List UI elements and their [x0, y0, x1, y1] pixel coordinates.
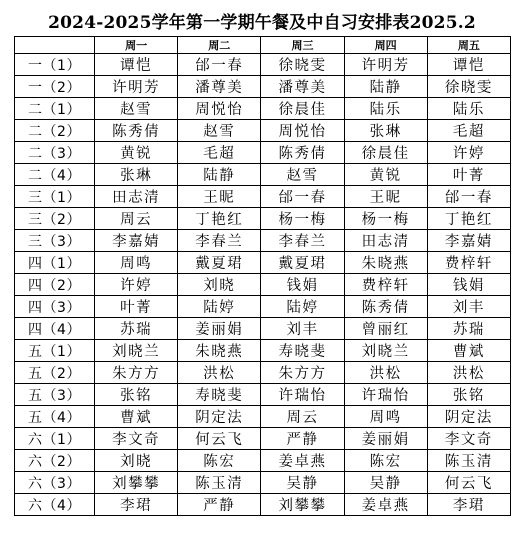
table-row [15, 120, 511, 142]
class-cell: 五（3） [15, 384, 95, 406]
class-cell: 四（1） [15, 252, 95, 274]
class-cell: 四（3） [15, 296, 95, 318]
class-cell: 一（1） [15, 54, 95, 76]
header-monday: 周一 [95, 37, 178, 54]
table-row [15, 472, 511, 494]
class-cell: 五（2） [15, 362, 95, 384]
teacher-cell-wednesday: 姜卓燕 [261, 450, 344, 472]
teacher-cell-wednesday: 刘丰 [261, 318, 344, 340]
teacher-cell-tuesday: 刘晓 [178, 274, 261, 296]
table-row [15, 494, 511, 516]
teacher-cell-friday: 李嘉婧 [427, 230, 510, 252]
schedule-document [14, 10, 510, 516]
teacher-cell-monday: 周鸣 [95, 252, 178, 274]
teacher-cell-wednesday: 戴夏珺 [261, 252, 344, 274]
teacher-cell-friday: 许婷 [427, 142, 510, 164]
class-cell: 二（3） [15, 142, 95, 164]
teacher-cell-tuesday: 赵雪 [178, 120, 261, 142]
teacher-cell-monday: 黄锐 [95, 142, 178, 164]
teacher-cell-wednesday: 徐晓雯 [261, 54, 344, 76]
teacher-cell-monday: 刘攀攀 [95, 472, 178, 494]
teacher-cell-wednesday: 周云 [261, 406, 344, 428]
teacher-cell-tuesday: 周悦怡 [178, 98, 261, 120]
teacher-cell-friday: 陆乐 [427, 98, 510, 120]
header-row [15, 37, 511, 54]
teacher-cell-thursday: 费梓轩 [344, 274, 427, 296]
teacher-cell-monday: 周云 [95, 208, 178, 230]
teacher-cell-friday: 叶菁 [427, 164, 510, 186]
teacher-cell-friday: 阴定法 [427, 406, 510, 428]
table-row [15, 340, 511, 362]
teacher-cell-tuesday: 陆婷 [178, 296, 261, 318]
table-row [15, 362, 511, 384]
class-cell: 六（3） [15, 472, 95, 494]
table-row [15, 98, 511, 120]
teacher-cell-wednesday: 杨一梅 [261, 208, 344, 230]
table-row [15, 428, 511, 450]
teacher-cell-friday: 何云飞 [427, 472, 510, 494]
teacher-cell-friday: 徐晓雯 [427, 76, 510, 98]
teacher-cell-wednesday: 赵雪 [261, 164, 344, 186]
teacher-cell-monday: 谭恺 [95, 54, 178, 76]
teacher-cell-thursday: 徐晨佳 [344, 142, 427, 164]
table-row [15, 384, 511, 406]
teacher-cell-thursday: 陈秀倩 [344, 296, 427, 318]
class-cell: 二（1） [15, 98, 95, 120]
teacher-cell-thursday: 姜卓燕 [344, 494, 427, 516]
table-row [15, 208, 511, 230]
class-cell: 一（2） [15, 76, 95, 98]
teacher-cell-monday: 刘晓 [95, 450, 178, 472]
teacher-cell-wednesday: 陆婷 [261, 296, 344, 318]
table-row [15, 164, 511, 186]
teacher-cell-monday: 李文奇 [95, 428, 178, 450]
header-wednesday: 周三 [261, 37, 344, 54]
teacher-cell-tuesday: 戴夏珺 [178, 252, 261, 274]
teacher-cell-thursday: 陆静 [344, 76, 427, 98]
header-tuesday: 周二 [178, 37, 261, 54]
class-cell: 三（1） [15, 186, 95, 208]
teacher-cell-tuesday: 邰一春 [178, 54, 261, 76]
header-class [15, 37, 95, 54]
teacher-cell-wednesday: 严静 [261, 428, 344, 450]
teacher-cell-monday: 陈秀倩 [95, 120, 178, 142]
teacher-cell-wednesday: 寿晓斐 [261, 340, 344, 362]
class-cell: 五（1） [15, 340, 95, 362]
teacher-cell-wednesday: 钱娟 [261, 274, 344, 296]
table-row [15, 296, 511, 318]
teacher-cell-wednesday: 潘尊美 [261, 76, 344, 98]
table-row [15, 142, 511, 164]
teacher-cell-thursday: 许瑞怡 [344, 384, 427, 406]
table-row [15, 450, 511, 472]
page-title: 2024-2025学年第一学期午餐及中自习安排表2025.2 [48, 13, 476, 33]
teacher-cell-friday: 钱娟 [427, 274, 510, 296]
teacher-cell-tuesday: 严静 [178, 494, 261, 516]
class-cell: 五（4） [15, 406, 95, 428]
teacher-cell-friday: 张铭 [427, 384, 510, 406]
teacher-cell-monday: 李嘉婧 [95, 230, 178, 252]
teacher-cell-monday: 曹斌 [95, 406, 178, 428]
teacher-cell-monday: 张铭 [95, 384, 178, 406]
table-row [15, 406, 511, 428]
header-friday: 周五 [427, 37, 510, 54]
teacher-cell-friday: 曹斌 [427, 340, 510, 362]
class-cell: 二（4） [15, 164, 95, 186]
teacher-cell-thursday: 吴静 [344, 472, 427, 494]
teacher-cell-friday: 丁艳红 [427, 208, 510, 230]
teacher-cell-thursday: 田志清 [344, 230, 427, 252]
table-row [15, 252, 511, 274]
class-cell: 四（2） [15, 274, 95, 296]
teacher-cell-thursday: 周鸣 [344, 406, 427, 428]
table-row [15, 76, 511, 98]
teacher-cell-tuesday: 毛超 [178, 142, 261, 164]
teacher-cell-tuesday: 姜丽娟 [178, 318, 261, 340]
teacher-cell-friday: 苏瑞 [427, 318, 510, 340]
teacher-cell-thursday: 曾丽红 [344, 318, 427, 340]
teacher-cell-thursday: 朱晓燕 [344, 252, 427, 274]
teacher-cell-monday: 许明芳 [95, 76, 178, 98]
teacher-cell-friday: 陈玉清 [427, 450, 510, 472]
table-row [15, 54, 511, 76]
class-cell: 三（3） [15, 230, 95, 252]
teacher-cell-thursday: 姜丽娟 [344, 428, 427, 450]
teacher-cell-tuesday: 陆静 [178, 164, 261, 186]
table-row [15, 230, 511, 252]
teacher-cell-wednesday: 徐晨佳 [261, 98, 344, 120]
teacher-cell-tuesday: 陈玉清 [178, 472, 261, 494]
teacher-cell-monday: 田志清 [95, 186, 178, 208]
class-cell: 二（2） [15, 120, 95, 142]
teacher-cell-thursday: 洪松 [344, 362, 427, 384]
teacher-cell-monday: 刘晓兰 [95, 340, 178, 362]
teacher-cell-thursday: 王昵 [344, 186, 427, 208]
teacher-cell-friday: 洪松 [427, 362, 510, 384]
teacher-cell-friday: 谭恺 [427, 54, 510, 76]
teacher-cell-tuesday: 何云飞 [178, 428, 261, 450]
teacher-cell-wednesday: 刘攀攀 [261, 494, 344, 516]
teacher-cell-tuesday: 潘尊美 [178, 76, 261, 98]
schedule-table [14, 36, 511, 516]
header-thursday: 周四 [344, 37, 427, 54]
teacher-cell-friday: 李文奇 [427, 428, 510, 450]
teacher-cell-thursday: 陆乐 [344, 98, 427, 120]
teacher-cell-tuesday: 寿晓斐 [178, 384, 261, 406]
teacher-cell-tuesday: 陈宏 [178, 450, 261, 472]
teacher-cell-monday: 赵雪 [95, 98, 178, 120]
class-cell: 六（2） [15, 450, 95, 472]
teacher-cell-tuesday: 洪松 [178, 362, 261, 384]
teacher-cell-monday: 李珺 [95, 494, 178, 516]
class-cell: 四（4） [15, 318, 95, 340]
teacher-cell-thursday: 杨一梅 [344, 208, 427, 230]
teacher-cell-tuesday: 阴定法 [178, 406, 261, 428]
teacher-cell-thursday: 陈宏 [344, 450, 427, 472]
teacher-cell-wednesday: 朱方方 [261, 362, 344, 384]
teacher-cell-friday: 李珺 [427, 494, 510, 516]
table-row [15, 274, 511, 296]
table-row [15, 186, 511, 208]
teacher-cell-thursday: 张琳 [344, 120, 427, 142]
teacher-cell-friday: 邰一春 [427, 186, 510, 208]
class-cell: 三（2） [15, 208, 95, 230]
teacher-cell-thursday: 刘晓兰 [344, 340, 427, 362]
class-cell: 六（4） [15, 494, 95, 516]
teacher-cell-tuesday: 朱晓燕 [178, 340, 261, 362]
teacher-cell-thursday: 黄锐 [344, 164, 427, 186]
table-row [15, 318, 511, 340]
teacher-cell-tuesday: 李春兰 [178, 230, 261, 252]
teacher-cell-monday: 张琳 [95, 164, 178, 186]
teacher-cell-friday: 毛超 [427, 120, 510, 142]
teacher-cell-monday: 许婷 [95, 274, 178, 296]
teacher-cell-tuesday: 王昵 [178, 186, 261, 208]
class-cell: 六（1） [15, 428, 95, 450]
teacher-cell-friday: 刘丰 [427, 296, 510, 318]
teacher-cell-wednesday: 李春兰 [261, 230, 344, 252]
teacher-cell-wednesday: 许瑞怡 [261, 384, 344, 406]
teacher-cell-wednesday: 周悦怡 [261, 120, 344, 142]
teacher-cell-monday: 苏瑞 [95, 318, 178, 340]
teacher-cell-wednesday: 陈秀倩 [261, 142, 344, 164]
teacher-cell-monday: 朱方方 [95, 362, 178, 384]
teacher-cell-thursday: 许明芳 [344, 54, 427, 76]
teacher-cell-wednesday: 吴静 [261, 472, 344, 494]
teacher-cell-friday: 费梓轩 [427, 252, 510, 274]
teacher-cell-monday: 叶菁 [95, 296, 178, 318]
teacher-cell-wednesday: 邰一春 [261, 186, 344, 208]
teacher-cell-tuesday: 丁艳红 [178, 208, 261, 230]
